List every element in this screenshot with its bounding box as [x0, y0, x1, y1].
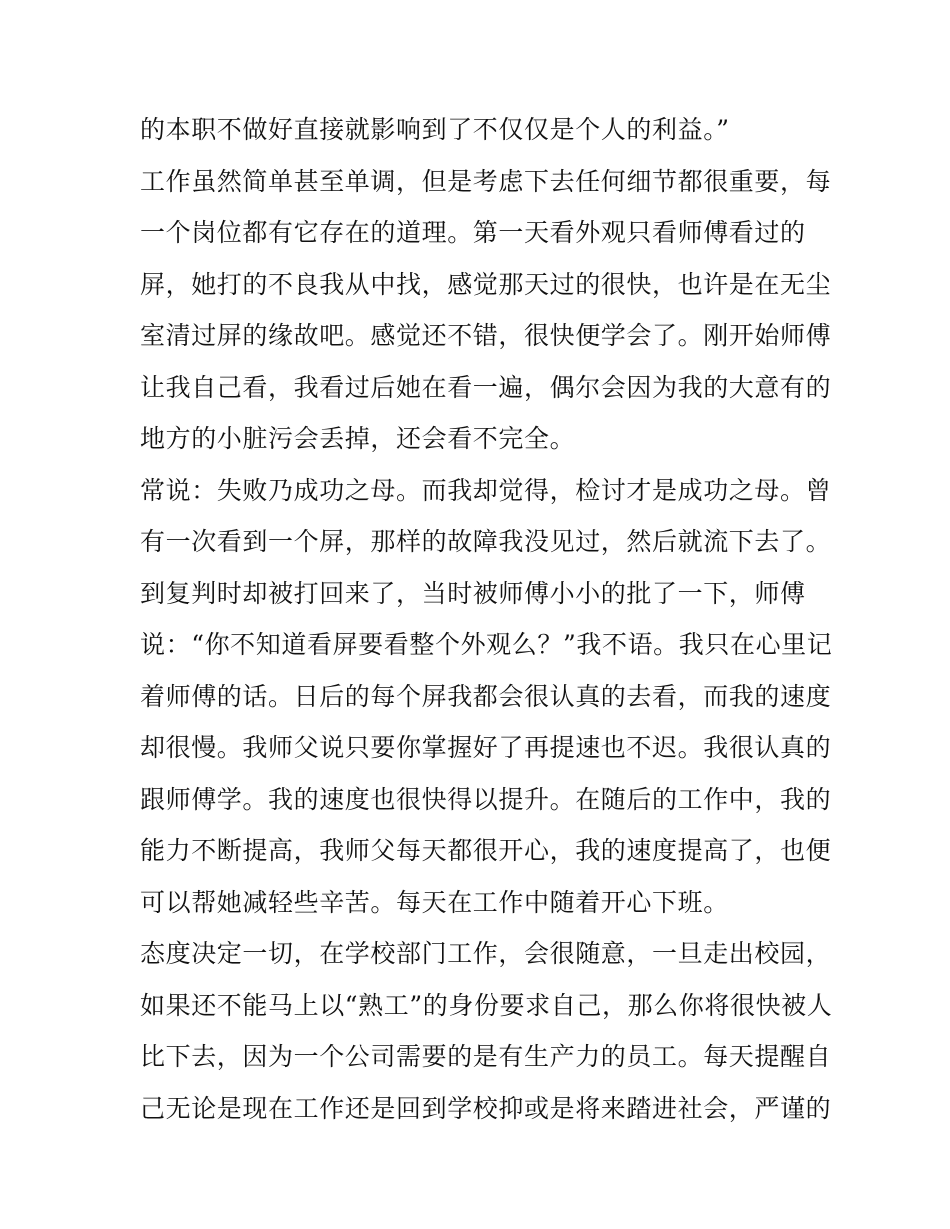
text-line-16: 可以帮她减轻些辛苦。每天在工作中随着开心下班。 [140, 887, 729, 917]
text-line-4: 屏，她打的不良我从中找，感觉那天过的很快，也许是在无尘 [140, 269, 832, 299]
text-line-5: 室清过屏的缘故吧。感觉还不错，很快便学会了。刚开始师傅 [140, 321, 832, 350]
text-line-19: 比下去，因为一个公司需要的是有生产力的员工。每天提醒自 [140, 1042, 832, 1071]
text-line-6: 让我自己看，我看过后她在看一遍，偶尔会因为我的大意有的 [140, 372, 832, 402]
text-line-1: 的本职不做好直接就影响到了不仅仅是个人的利益。” [140, 115, 730, 144]
text-line-14: 跟师傅学。我的速度也很快得以提升。在随后的工作中，我的 [140, 784, 832, 814]
text-line-17: 态度决定一切，在学校部门工作，会很随意，一旦走出校园， [140, 939, 832, 968]
text-line-7: 地方的小脏污会丢掉，还会看不完全。 [140, 424, 576, 453]
text-line-13: 却很慢。我师父说只要你掌握好了再提速也不迟。我很认真的 [140, 733, 832, 762]
text-line-18: 如果还不能马上以“熟工”的身份要求自己，那么你将很快被人 [140, 990, 833, 1020]
text-line-10: 到复判时却被打回来了，当时被师傅小小的批了一下，师傅 [140, 578, 806, 608]
text-line-9: 有一次看到一个屏，那样的故障我没见过，然后就流下去了。 [140, 527, 832, 556]
text-line-11: 说：“你不知道看屏要看整个外观么？”我不语。我只在心里记 [140, 630, 833, 659]
text-line-12: 着师傅的话。日后的每个屏我都会很认真的去看，而我的速度 [140, 681, 832, 711]
text-line-20: 己无论是现在工作还是回到学校抑或是将来踏进社会，严谨的 [140, 1093, 832, 1123]
text-line-8: 常说：失败乃成功之母。而我却觉得，检讨才是成功之母。曾 [140, 475, 832, 505]
text-line-2: 工作虽然简单甚至单调，但是考虑下去任何细节都很重要，每 [140, 166, 832, 196]
body-text [140, 104, 833, 1134]
text-line-15: 能力不断提高，我师父每天都很开心，我的速度提高了，也便 [140, 836, 832, 865]
text-line-3: 一个岗位都有它存在的道理。第一天看外观只看师傅看过的 [140, 218, 806, 247]
